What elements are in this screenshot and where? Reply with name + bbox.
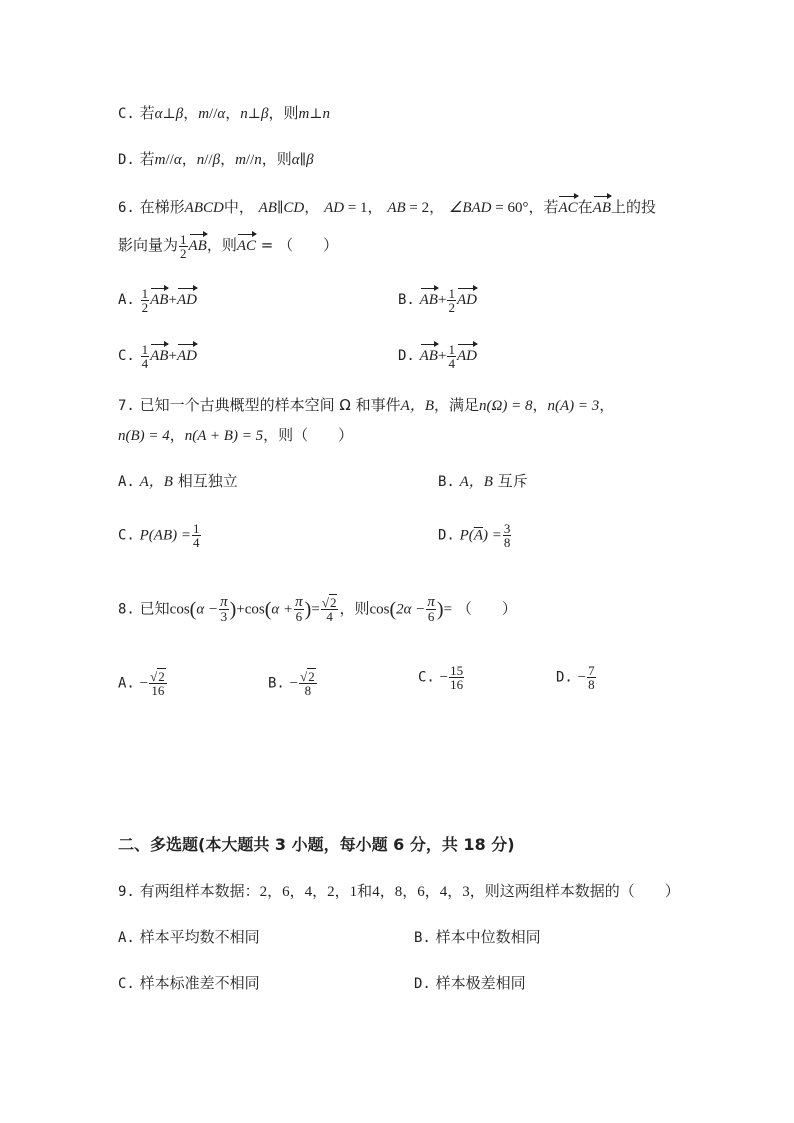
q6-stem-line2: 影向量为 $\frac{1}{2}$ AB，则AC = （ ）: [118, 231, 339, 261]
vector-ab: AB: [189, 232, 207, 257]
q8-option-a: A. − $\frac{√2}{16}$: [118, 669, 165, 698]
q7-option-b: B. A，B 互斥: [438, 472, 528, 490]
q6-option-a: A. $\frac{1}{2}$ AB+AD: [118, 285, 197, 315]
q6-option-b: B. AB+ $\frac{1}{2}$ AD: [398, 285, 477, 315]
question-number: 6.: [118, 200, 135, 216]
q5-option-c: C. 若α⊥β，m//α，n⊥β，则m⊥n: [118, 104, 330, 122]
q8-option-d: D. − $\frac{7}{8}$: [556, 663, 595, 692]
q9-option-d: D. 样本极差相同: [414, 974, 526, 992]
q8-stem: 8. 已知cos(α − $\frac{\pi}{3}$ )+cos(α + $\frac{\pi}{6}$ )= $\frac{√2}{4}$ ，则cos(2α − $\frac{\pi}{6}$ )= （ ）: [118, 594, 517, 624]
vector-ab: AB: [593, 194, 611, 219]
q9-option-a: A. 样本平均数不相同: [118, 928, 260, 946]
q8-option-c: C. − $\frac{15}{16}$: [418, 663, 464, 692]
option-label: C.: [118, 106, 135, 122]
question-number: 9.: [118, 884, 135, 900]
sqrt: √2: [321, 595, 337, 610]
q7-stem-line2: n(B) = 4，n(A + B) = 5，则（ ）: [118, 426, 354, 444]
q7-option-d: D. $P(\overline{A})$ = $\frac{3}{8}$: [438, 521, 511, 550]
option-label: D.: [118, 152, 135, 168]
fraction: $\frac{1}{2}$: [180, 231, 187, 261]
section-heading: 二、多选题(本大题共 3 小题，每小题 6 分，共 18 分): [118, 835, 515, 854]
question-number: 8.: [118, 601, 135, 618]
question-number: 7.: [118, 398, 135, 414]
q9-option-c: C. 样本标准差不相同: [118, 974, 260, 992]
complement-a: $\overline{A}$: [473, 527, 483, 544]
q7-option-c: C. P(AB) = $\frac{1}{4}$: [118, 521, 200, 550]
q8-option-b: B. − $\frac{√2}{8}$: [268, 669, 315, 698]
q5-option-d: D. 若m//α，n//β，m//n，则α∥β: [118, 150, 314, 168]
vector-ac: AC: [558, 194, 577, 219]
q9-option-b: B. 样本中位数相同: [414, 928, 541, 946]
q9-stem: 9. 有两组样本数据：2，6，4，2，1和4，8，6，4，3，则这两组样本数据的（ ）: [118, 882, 680, 900]
q6-option-d: D. AB+ $\frac{1}{4}$ AD: [398, 341, 477, 371]
q7-option-a: A. A，B 相互独立: [118, 472, 238, 490]
q7-stem-line1: 7. 已知一个古典概型的样本空间 Ω 和事件A，B，满足n(Ω) = 8，n(A) = 3，: [118, 396, 615, 414]
q6-option-c: C. $\frac{1}{4}$ AB+AD: [118, 341, 197, 371]
vector-ac: AC: [237, 232, 256, 257]
q6-stem-line1: 6. 在梯形ABCD中， AB∥CD， AD = 1， AB = 2， ∠BAD = 60°，若AC在AB上的投: [118, 194, 656, 219]
